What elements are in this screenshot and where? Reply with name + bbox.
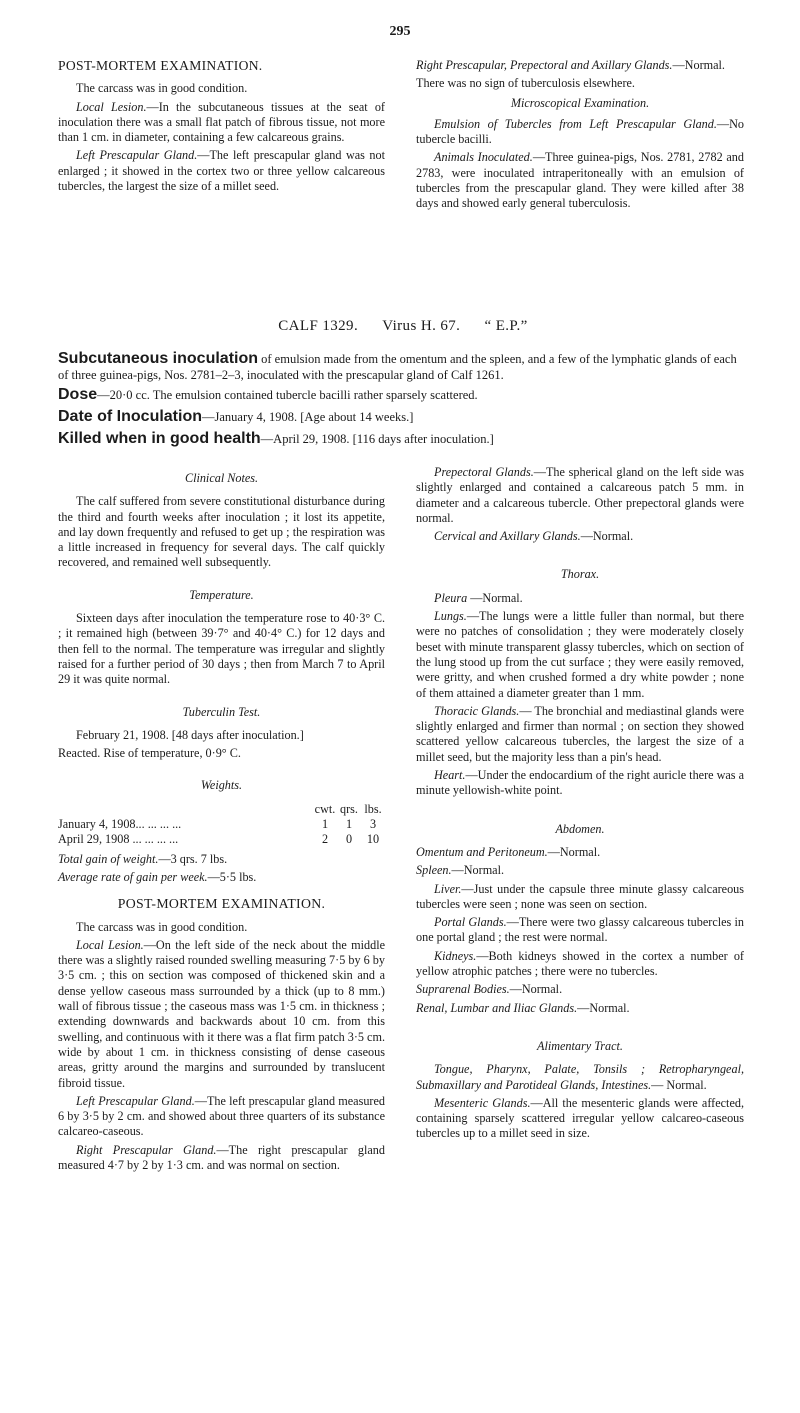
right-prescapular-paragraph-2 (58, 1143, 385, 1174)
spleen-body: —Normal. (451, 863, 505, 878)
thorax-heading: Thorax. (560, 567, 600, 582)
weights-table (58, 802, 385, 848)
liver-paragraph (416, 882, 744, 913)
weights-heading: Weights. (200, 778, 243, 793)
dose-body: —20·0 cc. The emulsion contained tubercle bacilli rather sparsely scattered. (97, 388, 478, 402)
killed-body: —April 29, 1908. [116 days after inoculation.] (260, 432, 494, 446)
kidneys-body: —Both kidneys showed in the cortex a number of yellow atrophic patches ; there were no tubercles. (416, 948, 744, 979)
cervical-lead: Cervical and Axillary Glands. (434, 529, 581, 544)
weights-col-lbs: lbs. (364, 801, 382, 816)
total-gain-lead: Total gain of weight. (58, 851, 159, 866)
mesenteric-paragraph (416, 1096, 744, 1142)
post-mortem-heading-2: POST-MORTEM EXAMINATION. (117, 896, 326, 912)
date-of-inoculation-lead: Date of Inoculation (58, 408, 202, 425)
spleen-lead: Spleen. (416, 863, 452, 878)
renal-glands-body: —Normal. (577, 1000, 630, 1015)
average-rate-paragraph (58, 870, 385, 885)
left-prescapular-body: —The left prescapular gland was not enlarged ; it showed in the cortex two or three yellow calcareous tubercles, the largest the size of a millet seed. (58, 148, 385, 194)
tongue-body: — Normal. (651, 1077, 707, 1092)
heart-paragraph (416, 768, 744, 799)
omentum-paragraph (416, 845, 744, 860)
cervical-body: —Normal. (580, 529, 634, 544)
weights-row-qrs: 1 (345, 817, 353, 832)
top-left-column (58, 58, 385, 197)
calf-title: CALF 1329. (278, 318, 359, 334)
weights-row-label: January 4, 1908... ... ... ... (58, 817, 182, 832)
right-prescapular-lead-2: Right Prescapular Gland. (76, 1142, 217, 1157)
suprarenal-body: —Normal. (509, 982, 563, 997)
average-rate-body: —5·5 lbs. (207, 869, 257, 884)
local-lesion-body-2: —On the left side of the neck about the middle there was a slightly raised rounded swelling measuring 7·5 by 6 by 3·5 cm. ; this on section was composed of thickened skin and a dense yellow caseous mass surrounded by a thick (up to 8 mm.) wall of fibrous tissue ; the caseous mass was 1·5 cm. in thickness ; extending downwards and backwards about 10 cm. from this swelling, and continuous with it there was a flat firm patch 3·5 cm. wide by about 1 cm. in thickness consisting of dense caseous areas, gritty around the margins and surrounded by translucent fibroid tissue. (58, 937, 385, 1090)
weights-row-cwt: 1 (321, 817, 329, 832)
calf-heading (58, 318, 748, 335)
emulsion-paragraph (416, 117, 744, 148)
clinical-notes-paragraph: The calf suffered from severe constitutional disturbance during the third and fourth weeks after inoculation ; it lost its appetite, and lay down frequently and refused to get up ; the respiration was a little increased in frequency for several days. The calf quickly recovered, and remained well subsequently. (58, 494, 385, 570)
lungs-lead: Lungs. (434, 609, 467, 624)
animals-inoculated-paragraph (416, 150, 744, 211)
bottom-left-column (58, 465, 385, 1176)
right-prescapular-body-2: —The right prescapular gland measured 4·7 by 2 by 1·3 cm. and was normal on section. (58, 1142, 385, 1172)
tongue-lead: Tongue, Pharynx, Palate, Tonsils ; Retropharyngeal, Submaxillary and Parotideal Glands, Intestines. (416, 1062, 744, 1092)
pleura-lead: Pleura (434, 590, 468, 605)
local-lesion-lead-2: Local Lesion. (76, 937, 144, 952)
thoracic-glands-lead: Thoracic Glands. (434, 703, 520, 718)
thoracic-glands-body: — The bronchial and mediastinal glands were slightly enlarged and firmer than normal ; on section they showed scattered yellow calcareous tubercles, the largest the size of a millet seed, but the majority less than a pin's head. (416, 703, 745, 764)
left-prescapular-lead: Left Prescapular Gland. (76, 148, 198, 163)
clinical-notes-heading: Clinical Notes. (184, 471, 259, 485)
average-rate-lead: Average rate of gain per week. (58, 869, 208, 884)
weights-row (58, 832, 385, 847)
inoculation-lead: Subcutaneous inoculation (58, 350, 259, 367)
carcass-paragraph: The carcass was in good condition. (76, 81, 248, 96)
killed-lead: Killed when in good health (58, 430, 261, 447)
microscopical-heading: Microscopical Examination. (510, 95, 650, 110)
temperature-paragraph: Sixteen days after inoculation the temperature rose to 40·3° C. ; it remained high (between 39·7° and 40·4° C.) for 12 days and then fell to the normal. The temperature was irregular and slightly raised for a further period of 30 days ; then from March 7 to April 29 it was quite normal. (58, 611, 385, 687)
tongue-paragraph (416, 1062, 744, 1093)
top-right-column (416, 58, 744, 215)
kidneys-paragraph (416, 949, 744, 980)
heart-lead: Heart. (434, 768, 466, 783)
dose-lead: Dose (58, 386, 98, 403)
heart-body: —Under the endocardium of the right auricle there was a minute yellowish-white point. (416, 768, 744, 798)
suprarenal-lead: Suprarenal Bodies. (416, 982, 510, 997)
weights-row (58, 817, 385, 832)
pleura-paragraph (416, 591, 744, 606)
pleura-body: —Normal. (467, 590, 523, 605)
omentum-lead: Omentum and Peritoneum. (416, 844, 548, 859)
date-of-inoculation-body: —January 4, 1908. [Age about 14 weeks.] (202, 410, 414, 424)
left-prescapular-paragraph (58, 148, 385, 194)
inoculation-body: of emulsion made from the omentum and the spleen, and a few of the lymphatic glands of each of three guinea-pigs, Nos. 2781–2–3, inoculated with the prescapular gland of Calf 1261. (58, 352, 737, 382)
emulsion-lead: Emulsion of Tubercles from Left Prescapular Gland. (434, 116, 717, 131)
calf-code: “ E.P.” (484, 318, 528, 334)
tuberculin-date-paragraph: February 21, 1908. [48 days after inoculation.] (76, 727, 304, 742)
mesenteric-lead: Mesenteric Glands. (434, 1095, 531, 1110)
right-prescapular-body: —Normal. (672, 58, 725, 72)
weights-col-qrs: qrs. (340, 801, 358, 816)
emulsion-body: —No tubercle bacilli. (416, 116, 744, 147)
suprarenal-paragraph (416, 982, 744, 997)
portal-glands-paragraph (416, 915, 744, 946)
cervical-paragraph (416, 529, 744, 544)
liver-body: —Just under the capsule three minute glassy calcareous tubercles were seen ; none was seen on section. (416, 881, 744, 911)
prepectoral-lead: Prepectoral Glands. (434, 465, 534, 479)
abdomen-heading: Abdomen. (555, 821, 605, 836)
prepectoral-paragraph (416, 465, 744, 526)
animals-inoculated-body: —Three guinea-pigs, Nos. 2781, 2782 and 2783, were inoculated intraperitoneally with an emulsion of tubercles from the prescapular gland. They were killed after 38 days and showed early general tuberculosis. (416, 150, 744, 211)
local-lesion-body: —In the subcutaneous tissues at the seat of inoculation there was a small flat patch of fibrous tissue, not more than 1 cm. in diameter, containing a few calcareous grains. (58, 99, 385, 145)
local-lesion-lead: Local Lesion. (76, 99, 147, 114)
lungs-paragraph (416, 609, 744, 701)
prepectoral-body: —The spherical gland on the left side was slightly enlarged and contained a calcareous patch 5 mm. in diameter and a calcareous tubercle. Other prepectoral glands were normal. (416, 465, 744, 525)
lungs-body: —The lungs were a little fuller than normal, but there were no patches of consolidation ; they were moderately closely beset with minute transparent glassy tubercles, which on section of the lung stood up from the cut surface ; they were easily removed, were gritty, and when crushed formed a dry white powder ; none of them attained a diameter greater than 1 mm. (416, 609, 744, 700)
killed-line (58, 431, 748, 447)
date-of-inoculation-line (58, 409, 748, 425)
renal-glands-lead: Renal, Lumbar and Iliac Glands. (416, 1000, 578, 1015)
omentum-body: —Normal. (547, 844, 601, 859)
right-prescapular-paragraph (416, 58, 744, 73)
kidneys-lead: Kidneys. (434, 948, 477, 963)
dose-line (58, 387, 748, 403)
carcass-paragraph-2: The carcass was in good condition. (76, 919, 248, 934)
local-lesion-paragraph-2 (58, 938, 385, 1091)
total-gain-body: —3 qrs. 7 lbs. (158, 851, 228, 866)
page-number: 295 (389, 24, 411, 39)
right-prescapular-lead: Right Prescapular, Prepectoral and Axillary Glands. (416, 58, 673, 72)
inoculation-line (58, 351, 748, 383)
weights-header-row (58, 802, 385, 817)
weights-col-cwt: cwt. (314, 801, 336, 816)
animals-inoculated-lead: Animals Inoculated. (434, 150, 533, 165)
portal-glands-lead: Portal Glands. (434, 915, 507, 930)
alimentary-tract-heading: Alimentary Tract. (537, 1038, 623, 1053)
tuberculin-result-paragraph: Reacted. Rise of temperature, 0·9° C. (58, 746, 241, 761)
temperature-heading: Temperature. (189, 587, 254, 602)
left-prescapular-body-2: —The left prescapular gland measured 6 by 3·5 by 2 cm. and showed about three quarters of its substance calcareo-caseous. (58, 1093, 385, 1139)
left-prescapular-lead-2: Left Prescapular Gland. (76, 1093, 195, 1108)
virus-label: Virus H. 67. (382, 318, 461, 334)
weights-row-label: April 29, 1908 ... ... ... ... (58, 832, 179, 847)
weights-row-qrs: 0 (345, 832, 353, 847)
no-tuberculosis-paragraph: There was no sign of tuberculosis elsewhere. (416, 76, 635, 91)
renal-glands-paragraph (416, 1001, 744, 1016)
bottom-right-column (416, 465, 744, 1145)
weights-row-lbs: 3 (369, 817, 377, 832)
weights-row-cwt: 2 (321, 832, 329, 847)
weights-row-lbs: 10 (366, 832, 380, 847)
spleen-paragraph (416, 863, 744, 878)
local-lesion-paragraph (58, 100, 385, 146)
post-mortem-heading: POST-MORTEM EXAMINATION. (58, 58, 263, 73)
mesenteric-body: —All the mesenteric glands were affected, containing sparsely scattered irregular yellow calcareo-caseous tubercles up to a millet seed in size. (416, 1095, 744, 1141)
total-gain-paragraph (58, 852, 385, 867)
left-prescapular-paragraph-2 (58, 1094, 385, 1140)
liver-lead: Liver. (434, 881, 462, 896)
thoracic-glands-paragraph (416, 704, 744, 765)
tuberculin-test-heading: Tuberculin Test. (182, 704, 261, 719)
portal-glands-body: —There were two glassy calcareous tubercles in one portal gland ; the rest were normal. (416, 915, 744, 945)
